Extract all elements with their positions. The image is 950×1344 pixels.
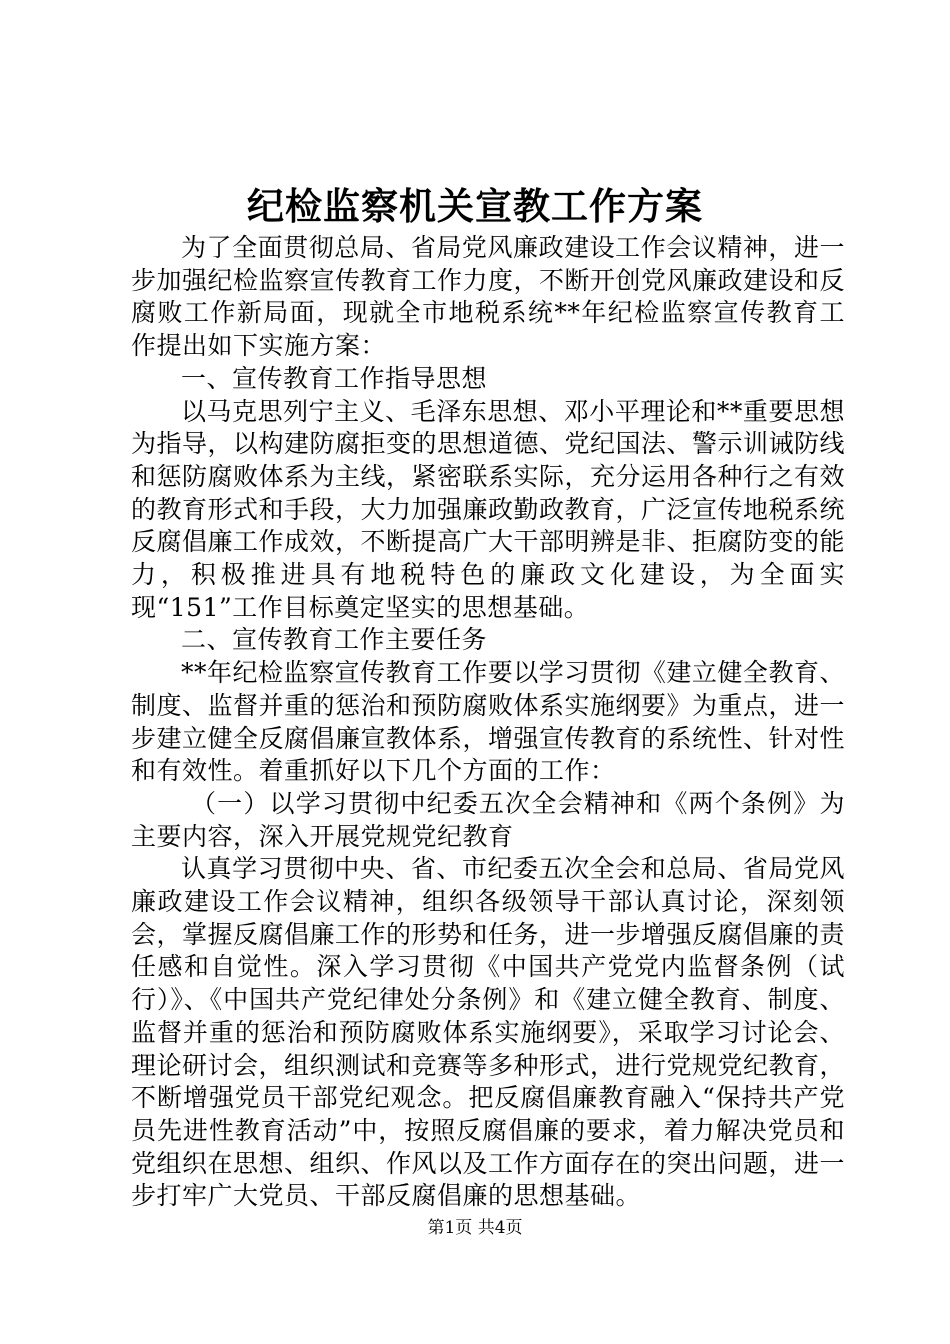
section-heading-1: 一、宣传教育工作指导思想: [181, 363, 488, 393]
body-paragraph: **年纪检监察宣传教育工作要以学习贯彻《建立健全教育、制度、监督并重的惩治和预防腐败体系实施纲要》为重点，进一步建立健全反腐倡廉宣教体系，增强宣传教育的系统性、针对性和有效性。着重抓好以下几个方面的工作：: [131, 658, 846, 786]
intro-paragraph: 为了全面贯彻总局、省局党风廉政建设工作会议精神，进一步加强纪检监察宣传教育工作力度，不断开创党风廉政建设和反腐败工作新局面，现就全市地税系统**年纪检监察宣传教育工作提出如下实施方案：: [131, 233, 846, 361]
document-title: 纪检监察机关宣教工作方案: [247, 184, 703, 228]
body-paragraph: 以马克思列宁主义、毛泽东思想、邓小平理论和**重要思想为指导，以构建防腐拒变的思想道德、党纪国法、警示训诫防线和惩防腐败体系为主线，紧密联系实际，充分运用各种行之有效的教育形式和手段，大力加强廉政勤政教育，广泛宣传地税系统反腐倡廉工作成效，不断提高广大干部明辨是非、拒腐防变的能力，积极推进具有地税特色的廉政文化建设，为全面实现“151”工作目标奠定坚实的思想基础。: [131, 396, 846, 622]
section-heading-2: 二、宣传教育工作主要任务: [181, 625, 488, 655]
subsection-heading-1: （一）以学习贯彻中纪委五次全会精神和《两个条例》为主要内容，深入开展党规党纪教育: [131, 788, 845, 851]
page-number-footer: 第1页 共4页: [427, 1218, 523, 1238]
document-body: [131, 232, 845, 1213]
body-paragraph: 认真学习贯彻中央、省、市纪委五次全会和总局、省局党风廉政建设工作会议精神，组织各级领导干部认真讨论，深刻领会，掌握反腐倡廉工作的形势和任务，进一步增强反腐倡廉的责任感和自觉性。深入学习贯彻《中国共产党党内监督条例（试行）》、《中国共产党纪律处分条例》和《建立健全教育、制度、监督并重的惩治和预防腐败体系实施纲要》，采取学习讨论会、理论研讨会，组织测试和竞赛等多种形式，进行党规党纪教育，不断增强党员干部党纪观念。把反腐倡廉教育融入“保持共产党员先进性教育活动”中，按照反腐倡廉的要求，着力解决党员和党组织在思想、组织、作风以及工作方面存在的突出问题，进一步打牢广大党员、干部反腐倡廉的思想基础。: [131, 854, 846, 1211]
